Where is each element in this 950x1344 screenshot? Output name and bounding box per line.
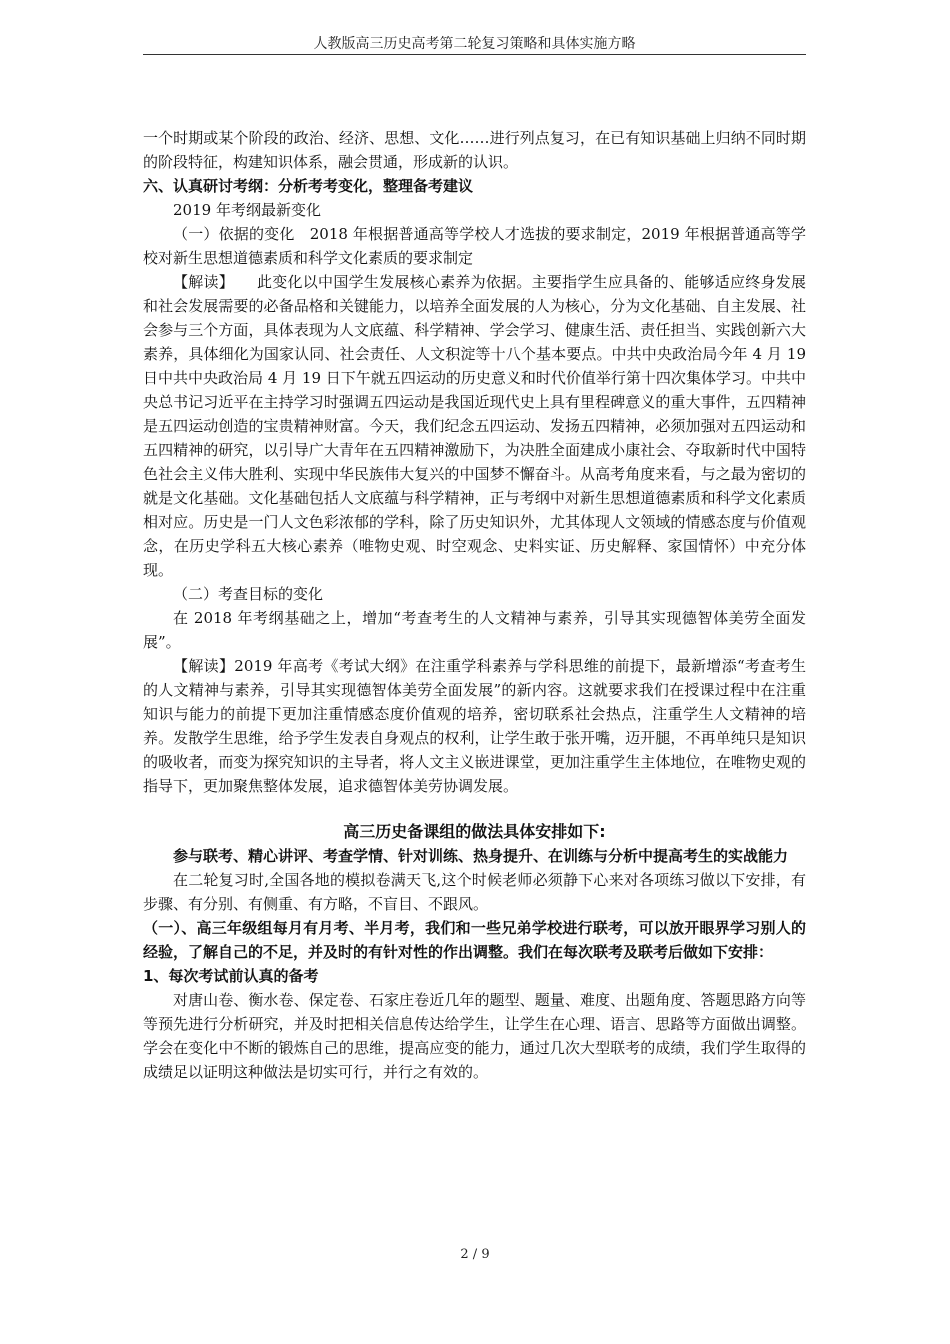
paragraph: （一）依据的变化 2018 年根据普通高等学校人才选拔的要求制定，2019 年根据普通高等学校对新生思想道德素质和科学文化素质的要求制定	[143, 225, 806, 267]
paragraph: 【解读】 此变化以中国学生发展核心素养为依据。主要指学生应具备的、能够适应终身发展和社会发展需要的必备品格和关键能力，以培养全面发展的人为核心，分为文化基础、自主发展、社会参与三个方面，具体表现为人文底蕴、科学精神、学会学习、健康生活、责任担当、实践创新六大素养，具体细化为国家认同、社会责任、人文积淀等十八个基本要点。中共中央政治局今年 4 月 19 日中共中央政治局 4 月 19 日下午就五四运动的历史意义和时代价值举行第十四次集体学习。中共中央总书记习近平在主持学习时强调五四运动是我国近现代史上具有里程碑意义的重大事件，五四精神是五四运动创造的宝贵精神财富。今天，我们纪念五四运动、发扬五四精神，必须加强对五四运动和五四精神的研究，以引导广大青年在五四精神激励下，为决胜全面建成小康社会、夺取新时代中国特色社会主义伟大胜利、实现中华民族伟大复兴的中国梦不懈奋斗。从高考角度来看，与之最为密切的就是文化基础。文化基础包括人文底蕴与科学精神，正与考纲中对新生思想道德素质和科学文化素质相对应。历史是一门人文色彩浓郁的学科，除了历史知识外，尤其体现人文领域的情感态度与价值观念，在历史学科五大核心素养（唯物史观、时空观念、史料实证、历史解释、家国情怀）中充分体现。	[143, 273, 806, 579]
bold-paragraph: （一）、高三年级组每月有月考、半月考，我们和一些兄弟学校进行联考，可以放开眼界学习别人的经验，了解自己的不足，并及时的有针对性的作出调整。我们在每次联考及联考后做如下安排：	[143, 919, 806, 961]
paragraph: 【解读】2019 年高考《考试大纲》在注重学科素养与学科思维的前提下，最新增添“考查考生的人文精神与素养，引导其实现德智体美劳全面发展”的新内容。这就要求我们在授课过程中在注重知识与能力的前提下更加注重情感态度价值观的培养，密切联系社会热点，注重学生人文精神的培养。发散学生思维，给予学生发表自身观点的权利，让学生敢于张开嘴，迈开腿，不再单纯只是知识的吸收者，而变为探究知识的主导者，将人文主义嵌进课堂，更加注重学生主体地位，在唯物史观的指导下，更加聚焦整体发展，追求德智体美劳协调发展。	[143, 657, 806, 795]
paragraph: 2019 年考纲最新变化	[173, 201, 321, 219]
paragraph: 对唐山卷、衡水卷、保定卷、石家庄卷近几年的题型、题量、难度、出题角度、答题思路方向等等预先进行分析研究，并及时把相关信息传达给学生，让学生在心理、语言、思路等方面做出调整。学会在变化中不断的锻炼自己的思维，提高应变的能力，通过几次大型联考的成绩，我们学生取得的成绩足以证明这种做法是切实可行，并行之有效的。	[143, 991, 806, 1081]
document-body	[143, 126, 806, 1084]
paragraph: 在二轮复习时,全国各地的模拟卷满天飞,这个时候老师必须静下心来对各项练习做以下安排，有步骤、有分别、有侧重、有方略，不盲目、不跟风。	[143, 871, 806, 913]
subheading: 1、每次考试前认真的备考	[143, 967, 319, 985]
section-heading: 六、认真研讨考纲：分析考考变化，整理备考建议	[143, 177, 474, 195]
section-title: 高三历史备课组的做法具体安排如下:	[343, 822, 606, 841]
paragraph: 一个时期或某个阶段的政治、经济、思想、文化……进行列点复习，在已有知识基础上归纳不同时期的阶段特征，构建知识体系，融会贯通，形成新的认识。	[143, 129, 806, 171]
page-number: 2 / 9	[460, 1247, 490, 1262]
bold-paragraph: 参与联考、精心讲评、考查学情、针对训练、热身提升、在训练与分析中提高考生的实战能力	[173, 847, 789, 865]
subheading: （二）考查目标的变化	[173, 585, 324, 603]
paragraph: 在 2018 年考纲基础之上，增加“考查考生的人文精神与素养，引导其实现德智体美劳全面发展”。	[143, 609, 806, 651]
page-header: 人教版高三历史高考第二轮复习策略和具体实施方略	[143, 36, 806, 55]
